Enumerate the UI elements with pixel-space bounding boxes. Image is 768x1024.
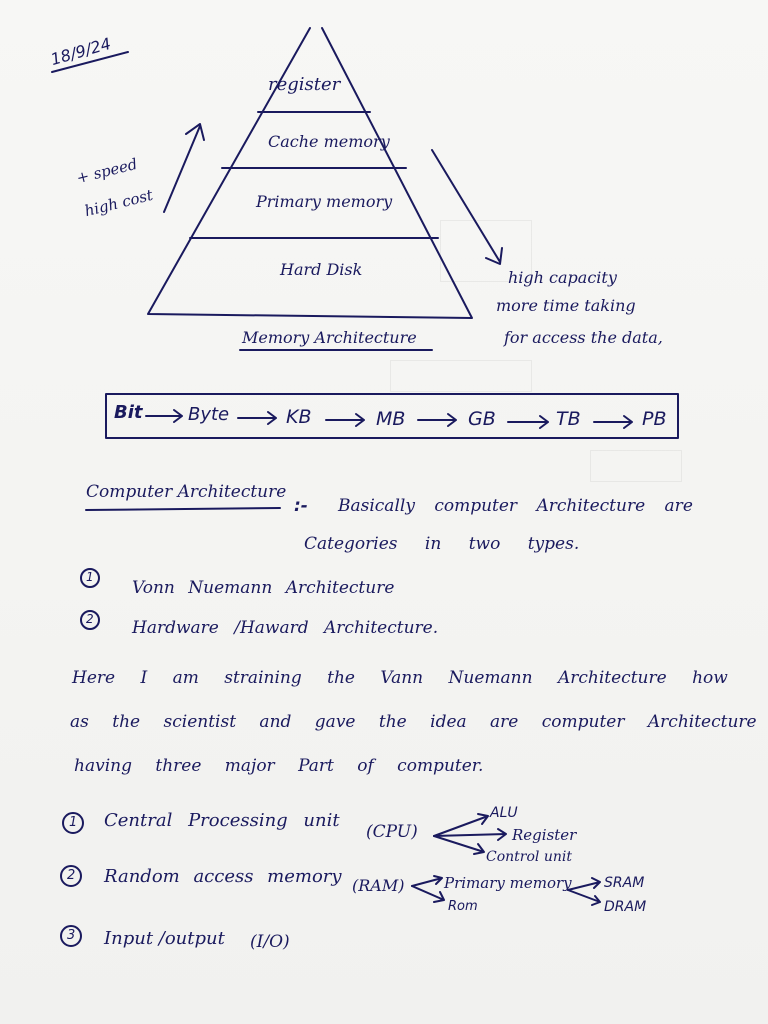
down-arrow bbox=[432, 150, 502, 264]
branch-arrow bbox=[434, 829, 506, 840]
type-label: Hardware /Haward Architecture. bbox=[132, 618, 439, 638]
unit-byte: Byte bbox=[188, 404, 230, 425]
part-number: 1 bbox=[69, 815, 78, 830]
time-note: more time taking bbox=[496, 296, 636, 315]
chain-arrow bbox=[418, 414, 456, 426]
chain-arrow bbox=[238, 412, 276, 424]
pyramid-level-primary: Primary memory bbox=[256, 192, 393, 211]
branch-arrow bbox=[568, 878, 600, 890]
unit-mb: MB bbox=[376, 408, 406, 430]
arch-line-2: Categories in two types. bbox=[304, 534, 580, 554]
part-label: Random access memory bbox=[104, 866, 342, 887]
pyramid-level-hard-disk: Hard Disk bbox=[280, 260, 363, 279]
branch-arrow bbox=[434, 814, 488, 836]
arch-separator: :- bbox=[294, 496, 308, 516]
part-number: 2 bbox=[67, 868, 76, 883]
part-abbr: (RAM) bbox=[352, 876, 405, 895]
capacity-note: high capacity bbox=[508, 268, 617, 287]
pyramid-level-register: register bbox=[268, 74, 341, 95]
type-number: 1 bbox=[86, 570, 94, 584]
type-label: Vonn Nuemann Architecture bbox=[132, 578, 395, 598]
speed-note: + speed bbox=[74, 154, 140, 188]
part-label: Input /output bbox=[104, 928, 225, 949]
part-sub: Rom bbox=[448, 899, 478, 914]
part-sub: ALU bbox=[490, 805, 518, 821]
unit-pb: PB bbox=[642, 408, 667, 430]
unit-gb: GB bbox=[468, 408, 496, 430]
unit-tb: TB bbox=[556, 408, 581, 430]
branch-arrow bbox=[568, 890, 600, 905]
part-abbr: (I/O) bbox=[250, 932, 290, 952]
chain-arrow bbox=[326, 414, 364, 426]
part-label: Central Processing unit bbox=[104, 810, 340, 831]
branch-arrow bbox=[412, 876, 442, 886]
part-sub: Primary memory bbox=[444, 874, 572, 892]
access-note: for access the data, bbox=[504, 328, 663, 347]
heading-underline bbox=[86, 508, 280, 510]
pyramid-level-cache: Cache memory bbox=[268, 132, 390, 151]
part-subsub: DRAM bbox=[604, 899, 647, 915]
up-arrow bbox=[164, 124, 204, 212]
chain-arrow bbox=[146, 410, 182, 422]
part-subsub: SRAM bbox=[604, 875, 645, 891]
part-sub: Control unit bbox=[486, 849, 572, 865]
chain-arrow bbox=[508, 416, 548, 428]
part-number: 3 bbox=[67, 928, 76, 943]
paragraph-line: as the scientist and gave the idea are computer Architecture bbox=[70, 712, 757, 732]
type-number: 2 bbox=[86, 612, 94, 626]
paragraph-line: having three major Part of computer. bbox=[74, 756, 484, 776]
unit-bit: Bit bbox=[114, 402, 143, 423]
part-abbr: (CPU) bbox=[366, 822, 418, 842]
pyramid-caption: Memory Architecture bbox=[242, 328, 417, 347]
arch-heading: Computer Architecture bbox=[86, 482, 287, 502]
paragraph-line: Here I am straining the Vann Nuemann Architecture how bbox=[72, 668, 728, 688]
chain-arrow bbox=[594, 416, 632, 428]
unit-kb: KB bbox=[286, 406, 312, 428]
cost-note: high cost bbox=[82, 185, 155, 221]
branch-arrow bbox=[412, 886, 444, 902]
date-label: 18/9/24 bbox=[48, 33, 113, 70]
branch-arrow bbox=[434, 836, 484, 854]
arch-line-1: Basically computer Architecture are bbox=[338, 496, 693, 516]
part-sub: Register bbox=[512, 826, 577, 844]
